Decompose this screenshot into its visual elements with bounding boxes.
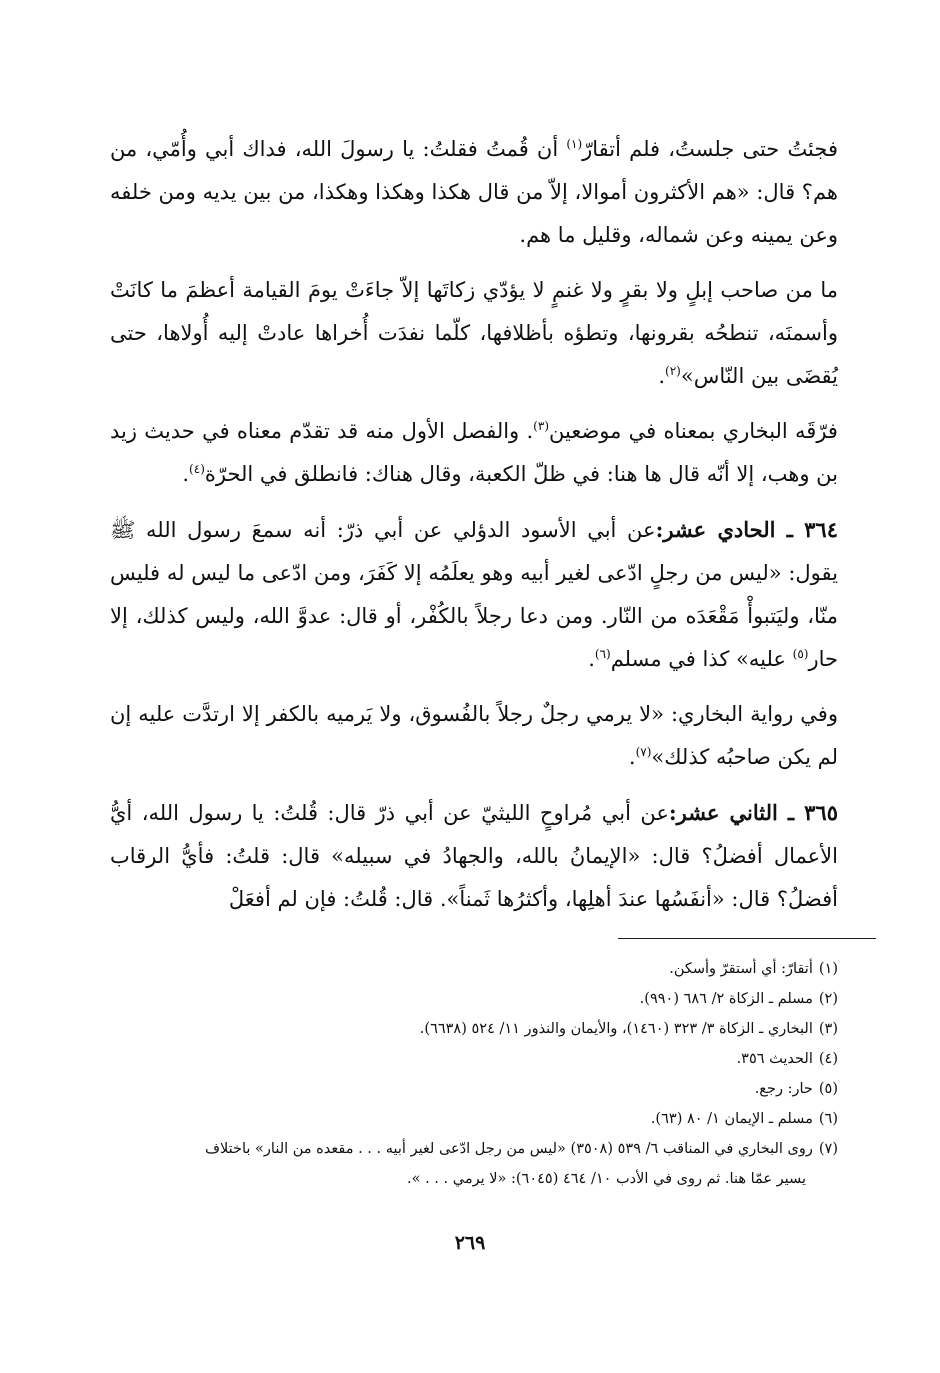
paragraph-5-text-cont: .: [628, 745, 636, 769]
footnote-1-text: أتقارّ: أي أستقرّ وأسكن.: [669, 961, 813, 977]
footnote-6-text: مسلم ـ الإيمان ١/ ٨٠ (٦٣).: [650, 1111, 813, 1127]
footnote-ref-3[interactable]: (٣): [533, 419, 549, 433]
footnote-2-number: (٢): [818, 991, 838, 1007]
paragraph-2: [110, 269, 838, 398]
footnote-ref-1[interactable]: (١): [566, 137, 583, 151]
footnote-1-number: (١): [818, 961, 838, 977]
hadith-364-text: عن أبي الأسود الدؤلي عن أبي ذرّ: أنه سمعَ رسول الله ﷺ يقول: «ليس من رجلٍ ادّعى لغير أبيه وهو يعلَمُه إلا كَفَرَ، ومن ادّعى ما ليس له فليس منّا، وليَتبوأْ مَقْعَدَه من النّار. ومن دعا رجلاً بالكُفْر، أو قال: عدوَّ الله، وليس كذلك، إلا حار: [110, 518, 838, 671]
footnote-5: [110, 1074, 838, 1104]
paragraph-5: [110, 693, 838, 779]
footnote-1: [110, 954, 838, 984]
paragraph-1-text: فجئتُ حتى جلستُ، فلم أتقارّ: [582, 137, 838, 161]
footnote-ref-6[interactable]: (٦): [594, 647, 611, 661]
footnote-6: [110, 1104, 838, 1134]
footnote-2-text: مسلم ـ الزكاة ٢/ ٦٨٦ (٩٩٠).: [639, 991, 813, 1007]
footnotes: [110, 954, 838, 1194]
footnote-ref-4[interactable]: (٤): [189, 462, 205, 476]
paragraph-3-text-cont: . والفصل الأول منه قد تقدّم معناه في حديث زيد بن وهب، إلا أنّه قال ها هنا: في ظلّ الكعبة، وقال هناك: فانطلق في الحرّة: [110, 419, 838, 486]
footnote-6-number: (٦): [818, 1111, 838, 1127]
footnote-4: [110, 1044, 838, 1074]
footnote-7: [110, 1134, 838, 1194]
footnote-divider: [618, 938, 876, 939]
hadith-365: [110, 791, 838, 921]
paragraph-1: [110, 128, 838, 257]
footnote-ref-7[interactable]: (٧): [635, 745, 652, 759]
hadith-364-text-cont: عليه» كذا في مسلم: [610, 647, 793, 671]
hadith-364: [110, 508, 838, 681]
footnote-5-number: (٥): [818, 1081, 838, 1097]
hadith-364-number: ٣٦٤ ـ الحادي عشر:: [655, 517, 838, 542]
footnote-7-text-cont: يسير عمّا هنا. ثم روى في الأدب ١٠/ ٤٦٤ (٦٠٤٥): «لا يرمي . . . ».: [406, 1171, 806, 1187]
paragraph-3-text: فرّقَه البخاري بمعناه في موضعين: [549, 419, 838, 443]
footnote-2: [110, 984, 838, 1014]
footnote-ref-5[interactable]: (٥): [792, 647, 809, 661]
paragraph-2-text: ما من صاحب إبلٍ ولا بقرٍ ولا غنمٍ لا يؤدّي زكاتَها إلاّ جاءَتْ يومَ القيامة أعظمَ ما كانَتْ وأسمنَه، تنطحُه بقرونها، وتطؤه بأظلافها، كلّما نفدَت أُخراها عادتْ إليه أُولاها، حتى يُقضَى بين النّاس»: [110, 278, 838, 388]
page-number: ٢٦٩: [454, 1232, 486, 1254]
paragraph-2-text-cont: .: [658, 364, 666, 388]
footnote-7-number: (٧): [818, 1141, 838, 1157]
hadith-364-text-end: .: [588, 647, 595, 671]
footnote-3-text: البخاري ـ الزكاة ٣/ ٣٢٣ (١٤٦٠)، والأيمان والنذور ١١/ ٥٢٤ (٦٦٣٨).: [419, 1021, 813, 1037]
page-body: [110, 128, 838, 933]
paragraph-3: [110, 410, 838, 496]
hadith-365-number: ٣٦٥ ـ الثاني عشر:: [668, 800, 838, 825]
paragraph-3-text-end: .: [182, 462, 190, 486]
footnote-7-text: روى البخاري في المناقب ٦/ ٥٣٩ (٣٥٠٨) «ليس من رجل ادّعى لغير أبيه . . . مقعده من النار» باختلاف: [204, 1141, 813, 1157]
footnote-3: [110, 1014, 838, 1044]
paragraph-5-text: وفي رواية البخاري: «لا يرمي رجلٌ رجلاً بالفُسوق، ولا يَرميه بالكفر إلا ارتدَّت عليه إن لم يكن صاحبُه كذلك»: [110, 702, 838, 769]
paragraph-1-text-cont: أن قُمتُ فقلتُ: يا رسولَ الله، فداك أبي وأُمّي، من هم؟ قال: «هم الأكثرون أموالا، إلاّ من قال هكذا وهكذا وهكذا، من بين يديه ومن خلفه وعن يمينه وعن شماله، وقليل ما هم.: [110, 137, 838, 247]
footnote-4-number: (٤): [818, 1051, 838, 1067]
hadith-365-text: عن أبي مُراوحٍ الليثيّ عن أبي ذرّ قال: قُلتُ: يا رسول الله، أيُّ الأعمال أفضلُ؟ قال: «الإيمانُ بالله، والجهادُ في سبيله» قال: قلتُ: فأيُّ الرقاب أفضلُ؟ قال: «أنفَسُها عندَ أهلِها، وأكثرُها ثَمناً». قال: قُلتُ: فإن لم أفعَلْ: [110, 801, 838, 911]
footnote-5-text: حار: رجع.: [754, 1081, 813, 1097]
footnote-4-text: الحديث ٣٥٦.: [736, 1051, 813, 1067]
footnote-3-number: (٣): [818, 1021, 838, 1037]
footnote-ref-2[interactable]: (٢): [665, 364, 681, 378]
